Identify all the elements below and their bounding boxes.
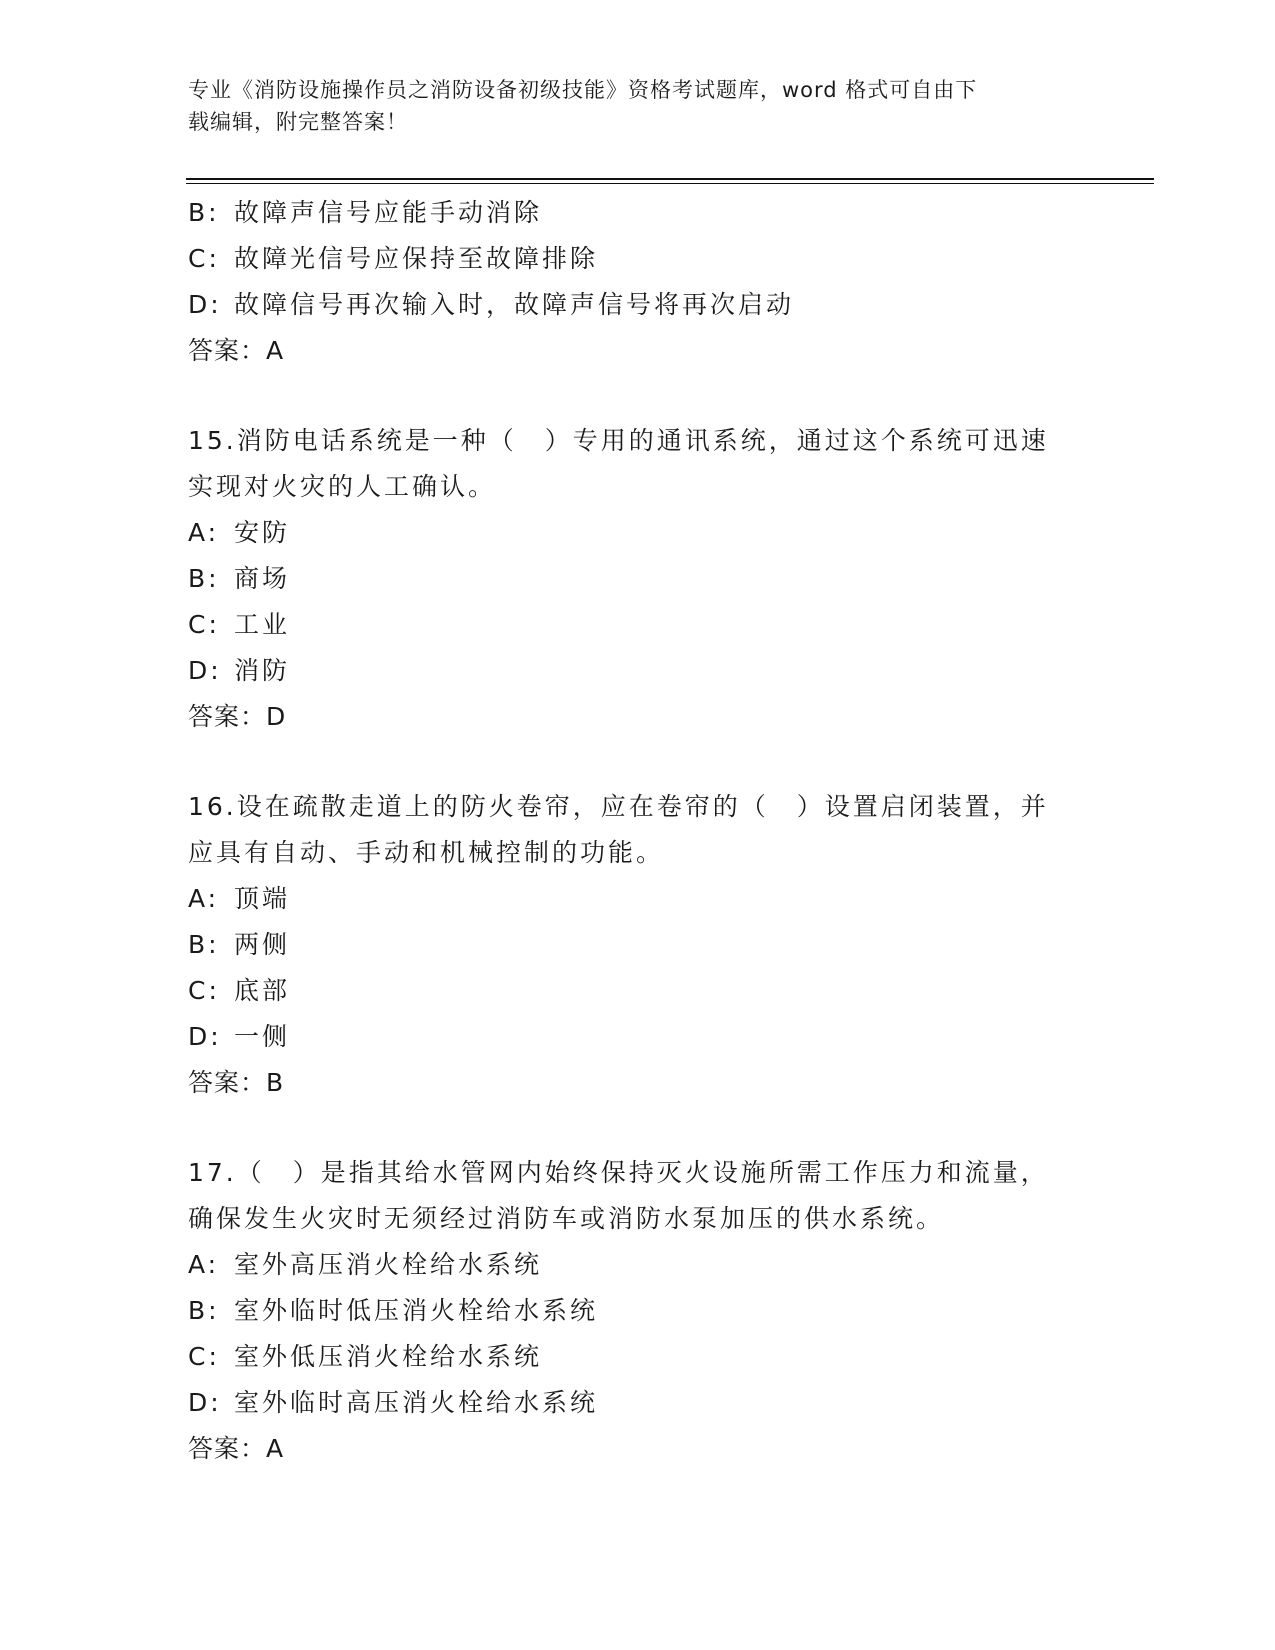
header-divider-thick bbox=[186, 178, 1154, 180]
option-letter: D: bbox=[188, 290, 222, 319]
option-b bbox=[188, 190, 1088, 236]
option-text: 顶端 bbox=[234, 884, 291, 913]
option-text: 室外临时高压消火栓给水系统 bbox=[234, 1388, 599, 1417]
option-text: 故障声信号应能手动消除 bbox=[234, 198, 543, 227]
spacer bbox=[188, 1106, 1088, 1150]
stem-line-1: 16.设在疏散走道上的防火卷帘，应在卷帘的（ ）设置启闭装置，并 bbox=[188, 792, 1049, 821]
question-17 bbox=[188, 1150, 1088, 1472]
option-c bbox=[188, 1334, 1088, 1380]
option-text: 安防 bbox=[234, 518, 291, 547]
answer-line: 答案：B bbox=[188, 1068, 285, 1097]
option-text: 两侧 bbox=[234, 930, 291, 959]
question-stem bbox=[188, 1150, 1078, 1242]
option-text: 室外低压消火栓给水系统 bbox=[234, 1342, 543, 1371]
answer-line: 答案：A bbox=[188, 336, 285, 365]
option-text: 故障光信号应保持至故障排除 bbox=[234, 244, 599, 273]
question-list bbox=[188, 190, 1088, 1472]
header-line-2: 载编辑，附完整答案！ bbox=[188, 110, 408, 134]
document-header bbox=[188, 74, 1068, 138]
option-letter: C: bbox=[188, 1342, 220, 1371]
question-16 bbox=[188, 784, 1088, 1106]
option-text: 一侧 bbox=[234, 1022, 291, 1051]
option-text: 故障信号再次输入时，故障声信号将再次启动 bbox=[234, 290, 795, 319]
option-letter: A: bbox=[188, 1250, 220, 1279]
option-b bbox=[188, 556, 1088, 602]
option-letter: A: bbox=[188, 884, 220, 913]
option-letter: C: bbox=[188, 976, 220, 1005]
option-text: 消防 bbox=[234, 656, 291, 685]
option-text: 工业 bbox=[234, 610, 291, 639]
answer-line: 答案：D bbox=[188, 702, 287, 731]
option-letter: C: bbox=[188, 244, 220, 273]
option-letter: B: bbox=[188, 930, 220, 959]
spacer bbox=[188, 374, 1088, 418]
stem-line-1: 15.消防电话系统是一种（ ）专用的通讯系统，通过这个系统可迅速 bbox=[188, 426, 1049, 455]
option-letter: A: bbox=[188, 518, 220, 547]
option-text: 室外临时低压消火栓给水系统 bbox=[234, 1296, 599, 1325]
option-a bbox=[188, 876, 1088, 922]
option-letter: B: bbox=[188, 564, 220, 593]
option-a bbox=[188, 1242, 1088, 1288]
answer-line: 答案：A bbox=[188, 1434, 285, 1463]
option-letter: D: bbox=[188, 1022, 222, 1051]
question-stem bbox=[188, 418, 1078, 510]
stem-line-2: 实现对火灾的人工确认。 bbox=[188, 472, 497, 501]
option-letter: D: bbox=[188, 1388, 222, 1417]
stem-line-2: 应具有自动、手动和机械控制的功能。 bbox=[188, 838, 665, 867]
option-b bbox=[188, 1288, 1088, 1334]
stem-line-1: 17.（ ）是指其给水管网内始终保持灭火设施所需工作压力和流量， bbox=[188, 1158, 1049, 1187]
option-text: 室外高压消火栓给水系统 bbox=[234, 1250, 543, 1279]
option-letter: B: bbox=[188, 198, 220, 227]
option-d bbox=[188, 1380, 1088, 1426]
option-d bbox=[188, 1014, 1088, 1060]
stem-line-2: 确保发生火灾时无须经过消防车或消防水泵加压的供水系统。 bbox=[188, 1204, 945, 1233]
option-text: 商场 bbox=[234, 564, 291, 593]
option-c bbox=[188, 236, 1088, 282]
option-letter: B: bbox=[188, 1296, 220, 1325]
spacer bbox=[188, 740, 1088, 784]
header-line-1: 专业《消防设施操作员之消防设备初级技能》资格考试题库，word 格式可自由下 bbox=[188, 78, 978, 102]
question-15 bbox=[188, 418, 1088, 740]
option-c bbox=[188, 602, 1088, 648]
option-text: 底部 bbox=[234, 976, 291, 1005]
option-b bbox=[188, 922, 1088, 968]
option-d bbox=[188, 648, 1088, 694]
question-14 bbox=[188, 190, 1088, 374]
option-a bbox=[188, 510, 1088, 556]
option-letter: D: bbox=[188, 656, 222, 685]
header-divider-thin bbox=[186, 183, 1154, 184]
option-letter: C: bbox=[188, 610, 220, 639]
question-stem bbox=[188, 784, 1078, 876]
option-d bbox=[188, 282, 1088, 328]
option-c bbox=[188, 968, 1088, 1014]
